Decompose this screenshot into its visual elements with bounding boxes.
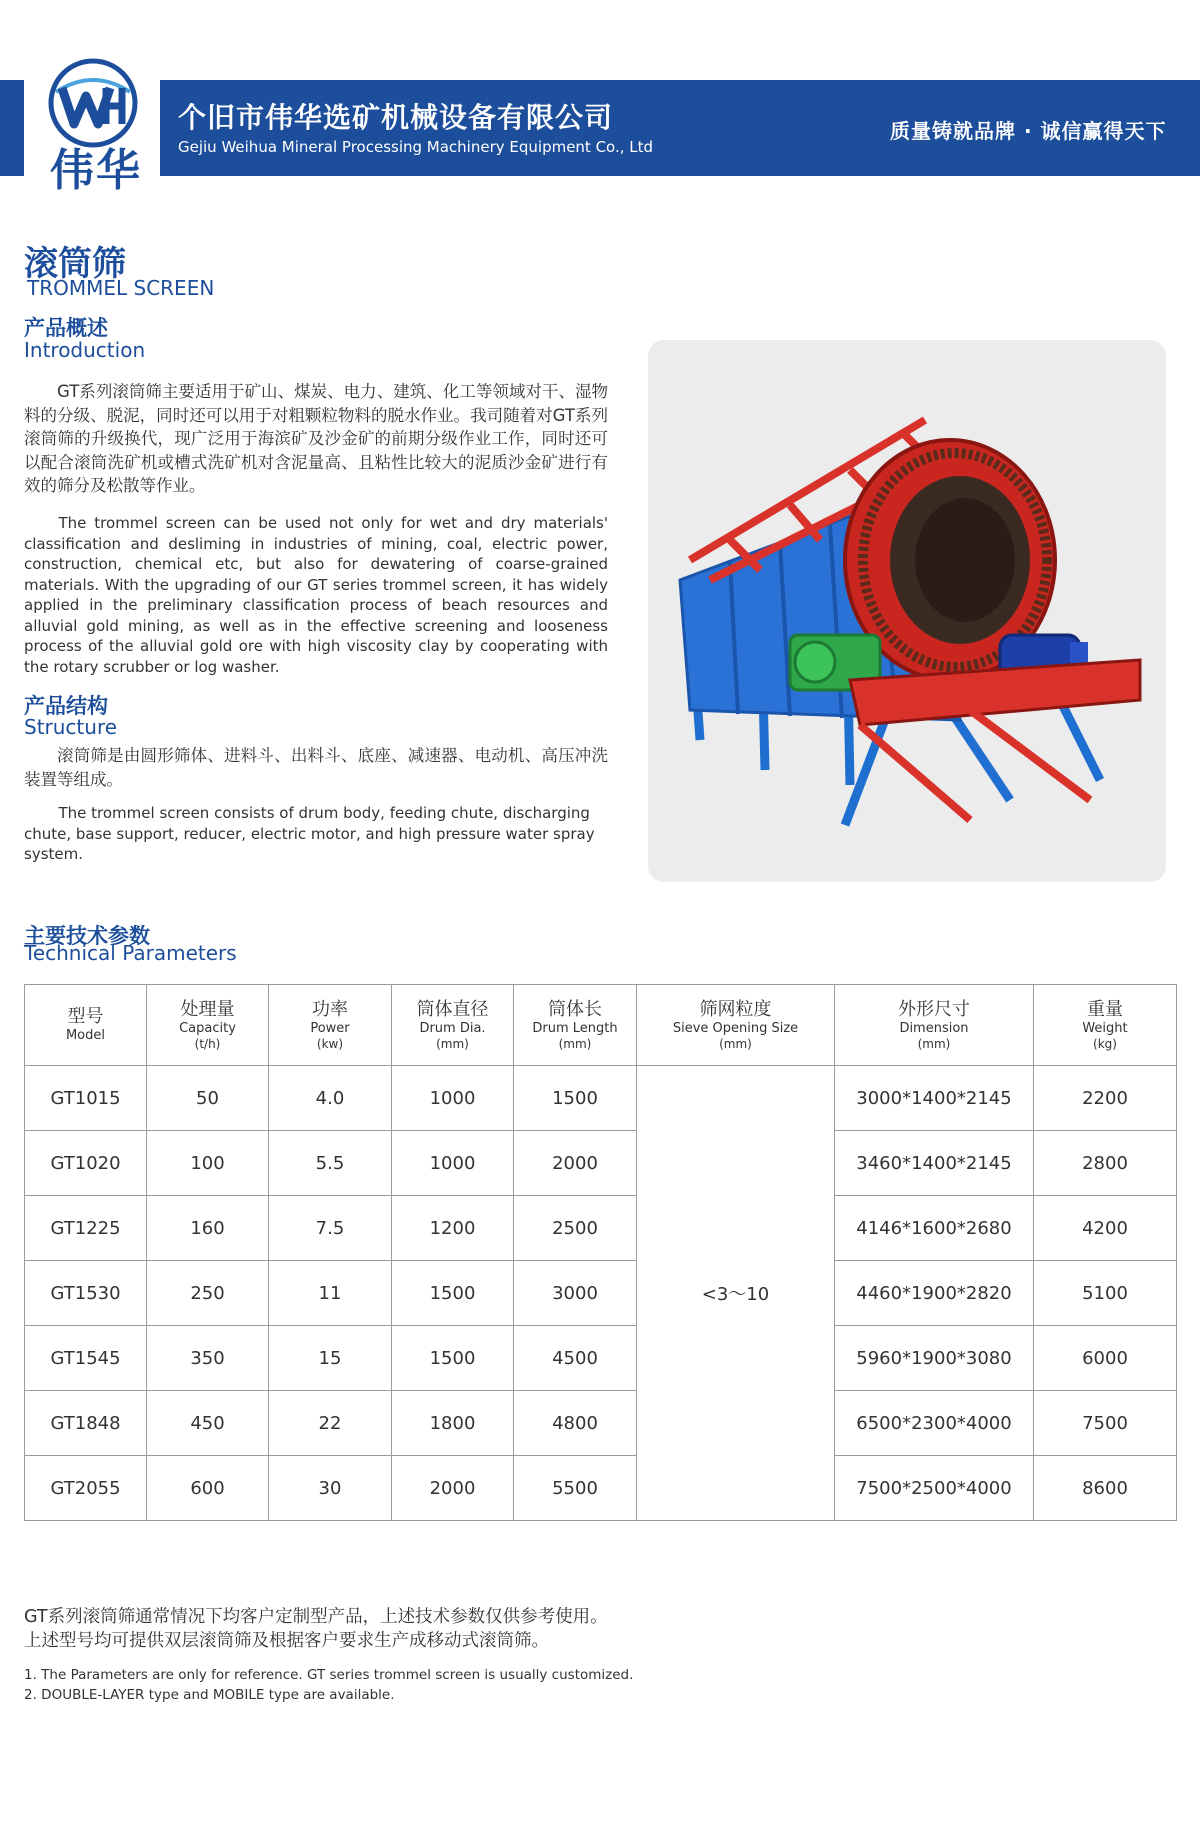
cell-dimension: 3000*1400*2145: [835, 1066, 1034, 1131]
cell-power: 11: [269, 1261, 392, 1326]
col-header-sieve: 筛网粒度 Sieve Opening Size (mm): [637, 985, 835, 1066]
params-heading-cn: 主要技术参数: [24, 924, 150, 948]
cell-capacity: 100: [147, 1131, 269, 1196]
cell-length: 2500: [514, 1196, 637, 1261]
cell-dia: 1200: [392, 1196, 514, 1261]
cell-length: 5500: [514, 1456, 637, 1521]
cell-weight: 5100: [1034, 1261, 1177, 1326]
table-row: [25, 1131, 1177, 1196]
cell-dia: 1000: [392, 1066, 514, 1131]
table-row: [25, 1456, 1177, 1521]
cell-model: GT1545: [25, 1326, 147, 1391]
intro-text-en: The trommel screen can be used not only for wet and dry materials' classification and desliming in industries of mining, coal, electric power, construction, chemical etc, but also for dewatering of coarse-grained materials. With the upgrading of our GT series trommel screen, it has widely applied in the preliminary classification process of beach resources and alluvial gold mining, as well as in the effective screening and looseness process of the alluvial gold ore with high viscosity clay by cooperating with the rotary scrubber or log washer.: [24, 514, 608, 676]
cell-dimension: 5960*1900*3080: [835, 1326, 1034, 1391]
company-name-cn: 个旧市伟华选矿机械设备有限公司: [178, 101, 614, 134]
cell-power: 7.5: [269, 1196, 392, 1261]
col-header-model: 型号 Model: [25, 985, 147, 1066]
cell-capacity: 250: [147, 1261, 269, 1326]
col-header-dimension: 外形尺寸 Dimension (mm): [835, 985, 1034, 1066]
slogan: 质量铸就品牌 · 诚信赢得天下: [890, 119, 1167, 143]
note-en-1: 1. The Parameters are only for reference. GT series trommel screen is usually customized.: [24, 1667, 634, 1683]
header-left-strip: [0, 80, 24, 176]
cell-power: 4.0: [269, 1066, 392, 1131]
cell-power: 15: [269, 1326, 392, 1391]
col-header-drum-dia: 筒体直径 Drum Dia. (mm): [392, 985, 514, 1066]
cell-dia: 1500: [392, 1326, 514, 1391]
cell-length: 1500: [514, 1066, 637, 1131]
cell-capacity: 450: [147, 1391, 269, 1456]
structure-heading-en: Structure: [24, 715, 118, 739]
structure-text-en: The trommel screen consists of drum body, feeding chute, discharging chute, base support, reducer, electric motor, and high pressure water spray system.: [24, 804, 595, 863]
product-title-cn: 滚筒筛: [24, 244, 126, 284]
cell-dia: 2000: [392, 1456, 514, 1521]
col-header-capacity: 处理量 Capacity (t/h): [147, 985, 269, 1066]
trommel-machine-photo: [670, 380, 1148, 840]
intro-heading-cn: 产品概述: [24, 316, 108, 340]
cell-weight: 2800: [1034, 1131, 1177, 1196]
cell-power: 5.5: [269, 1131, 392, 1196]
table-row: [25, 1326, 1177, 1391]
cell-weight: 4200: [1034, 1196, 1177, 1261]
col-header-drum-length: 筒体长 Drum Length (mm): [514, 985, 637, 1066]
cell-model: GT1530: [25, 1261, 147, 1326]
cell-model: GT1225: [25, 1196, 147, 1261]
structure-heading-cn: 产品结构: [24, 694, 108, 718]
cell-power: 22: [269, 1391, 392, 1456]
table-row: [25, 1196, 1177, 1261]
cell-capacity: 350: [147, 1326, 269, 1391]
cell-length: 3000: [514, 1261, 637, 1326]
col-header-weight: 重量 Weight (kg): [1034, 985, 1177, 1066]
table-header-row: [25, 985, 1177, 1066]
note-cn-2: 上述型号均可提供双层滚筒筛及根据客户要求生产成移动式滚筒筛。: [24, 1631, 549, 1651]
cell-model: GT1015: [25, 1066, 147, 1131]
params-heading-en: Technical Parameters: [24, 941, 237, 965]
cell-length: 4800: [514, 1391, 637, 1456]
table-row: [25, 1261, 1177, 1326]
cell-dimension: 4146*1600*2680: [835, 1196, 1034, 1261]
table-row: [25, 1066, 1177, 1131]
cell-dimension: 7500*2500*4000: [835, 1456, 1034, 1521]
cell-length: 2000: [514, 1131, 637, 1196]
cell-sieve-opening: <3～10: [637, 1066, 835, 1521]
weihua-logo-icon: [48, 58, 138, 148]
cell-capacity: 600: [147, 1456, 269, 1521]
cell-weight: 7500: [1034, 1391, 1177, 1456]
product-title-en: TROMMEL SCREEN: [27, 276, 215, 300]
table-row: [25, 1391, 1177, 1456]
cell-weight: 6000: [1034, 1326, 1177, 1391]
cell-length: 4500: [514, 1326, 637, 1391]
logo-text: 伟华: [50, 145, 142, 196]
cell-model: GT2055: [25, 1456, 147, 1521]
intro-heading-en: Introduction: [24, 338, 146, 362]
structure-text-cn: 滚筒筛是由圆形筛体、进料斗、出料斗、底座、减速器、电动机、高压冲洗装置等组成。: [24, 746, 608, 789]
cell-model: GT1848: [25, 1391, 147, 1456]
cell-dimension: 6500*2300*4000: [835, 1391, 1034, 1456]
intro-text-cn: GT系列滚筒筛主要适用于矿山、煤炭、电力、建筑、化工等领域对干、湿物料的分级、脱泥，同时还可以用于对粗颗粒物料的脱水作业。我司随着对GT系列滚筒筛的升级换代，现广泛用于海滨矿及沙金矿的前期分级作业工作，同时还可以配合滚筒洗矿机或槽式洗矿机对含泥量高、且粘性比较大的泥质沙金矿进行有效的筛分及松散等作业。: [24, 382, 608, 495]
note-cn-1: GT系列滚筒筛通常情况下均客户定制型产品，上述技术参数仅供参考使用。: [24, 1607, 608, 1627]
note-en-2: 2. DOUBLE-LAYER type and MOBILE type are available.: [24, 1687, 395, 1703]
cell-model: GT1020: [25, 1131, 147, 1196]
cell-dia: 1500: [392, 1261, 514, 1326]
cell-weight: 2200: [1034, 1066, 1177, 1131]
cell-dimension: 3460*1400*2145: [835, 1131, 1034, 1196]
company-name-en: Gejiu Weihua Mineral Processing Machinery Equipment Co., Ltd: [178, 138, 654, 156]
cell-dia: 1000: [392, 1131, 514, 1196]
cell-dimension: 4460*1900*2820: [835, 1261, 1034, 1326]
cell-power: 30: [269, 1456, 392, 1521]
cell-capacity: 160: [147, 1196, 269, 1261]
cell-capacity: 50: [147, 1066, 269, 1131]
spec-table: [24, 984, 1177, 1521]
col-header-power: 功率 Power (kw): [269, 985, 392, 1066]
cell-dia: 1800: [392, 1391, 514, 1456]
cell-weight: 8600: [1034, 1456, 1177, 1521]
